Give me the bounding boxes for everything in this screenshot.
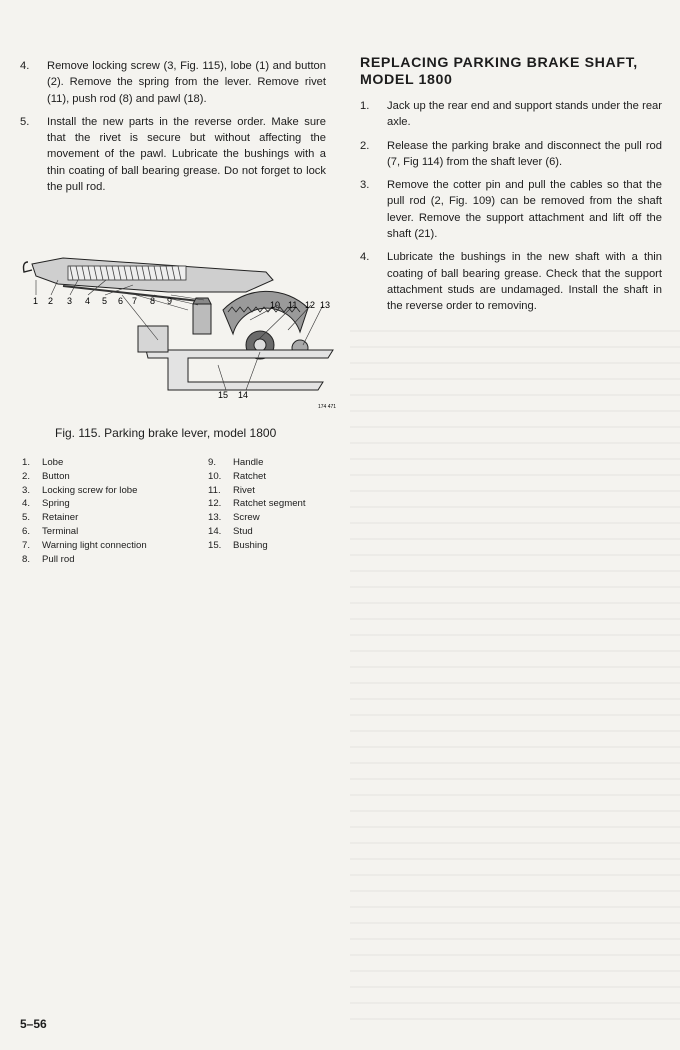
legend-item: 7. Warning light connection: [22, 539, 147, 551]
step-text: Release the parking brake and disconnect the pull rod (7, Fig 114) from the shaft lever (6).: [387, 139, 662, 168]
step-number: 4.: [360, 251, 370, 264]
legend-item: 11. Rivet: [208, 484, 255, 496]
page-number: 5–56: [20, 1017, 47, 1031]
legend-item: 2. Button: [22, 470, 70, 482]
callout-12: 12: [305, 300, 316, 310]
parking-brake-lever-figure: [18, 250, 348, 420]
step-number: 5.: [20, 115, 30, 128]
step-text: Remove locking screw (3, Fig. 115), lobe (1) and button (2). Remove the spring from the lever. Remove rivet (11), push rod (8) and pawl (18).: [47, 60, 326, 105]
step-right-2: [360, 138, 662, 171]
callout-11: 11: [288, 300, 298, 310]
step-left-5: [20, 114, 326, 195]
legend-item: 3. Locking screw for lobe: [22, 484, 138, 496]
legend-item: 8. Pull rod: [22, 553, 75, 565]
step-number: 1.: [360, 100, 370, 112]
callout-5: 5: [102, 296, 108, 306]
step-number: 2.: [360, 139, 370, 152]
base-bracket: [146, 350, 333, 390]
figure-caption: Fig. 115. Parking brake lever, model 1800: [55, 426, 277, 440]
legend-item: 5. Retainer: [22, 512, 79, 524]
callout-15: 15: [218, 390, 229, 400]
legend-item: 13. Screw: [208, 512, 260, 524]
callout-2: 2: [48, 296, 54, 306]
stud: [193, 304, 211, 334]
base-plate: [138, 326, 168, 352]
legend-right: [208, 456, 306, 553]
callout-10: 10: [270, 300, 281, 310]
callout-3: 3: [67, 296, 73, 306]
callout-14: 14: [238, 390, 249, 400]
legend-item: 15. Bushing: [208, 539, 268, 551]
legend-item: 9. Handle: [208, 457, 264, 468]
callout-7: 7: [132, 296, 138, 306]
brake-lever-drawing: [18, 250, 348, 420]
step-text: Jack up the rear end and support stands under the rear axle.: [387, 100, 662, 129]
step-right-1: [360, 98, 662, 131]
legend-item: 12. Ratchet segment: [208, 498, 306, 510]
callout-8: 8: [150, 296, 156, 306]
heading-line-1: REPLACING PARKING BRAKE SHAFT,: [360, 55, 638, 71]
step-number: 4.: [20, 60, 30, 72]
section-heading: [360, 55, 662, 89]
step-left-4: [20, 58, 326, 107]
legend-item: 6. Terminal: [22, 525, 79, 537]
legend-left: [22, 456, 147, 566]
legend-item: 14. Stud: [208, 525, 253, 537]
legend-item: 4. Spring: [22, 498, 70, 510]
left-column: [20, 58, 326, 202]
pivot-inner: [254, 339, 266, 351]
legend-item: 1. Lobe: [22, 457, 64, 468]
lever-tip: [24, 262, 33, 272]
step-text: Lubricate the bushings in the new shaft with a thin coating of ball bearing grease. Check that the support attachment studs are undamaged. Install the shaft in the reverse order to removing.: [387, 251, 662, 313]
figure-code: 174 471: [318, 404, 337, 410]
legend-item: 10. Ratchet: [208, 470, 267, 482]
step-right-4: [360, 249, 662, 314]
ratchet-segment: [223, 291, 308, 334]
heading-line-2: MODEL 1800: [360, 72, 453, 88]
callout-9: 9: [167, 296, 173, 306]
step-number: 3.: [360, 179, 370, 192]
right-column: [360, 55, 662, 322]
step-right-3: [360, 177, 662, 242]
callout-13: 13: [320, 300, 331, 310]
callout-1: 1: [33, 296, 39, 306]
step-text: Remove the cotter pin and pull the cables so that the pull rod (2, Fig. 109) can be removed from the shaft lever. Remove the support attachment and lift off the shaft (21).: [387, 179, 662, 241]
callout-4: 4: [85, 296, 91, 306]
callout-6: 6: [118, 296, 124, 306]
bleed-through-texture: [350, 330, 680, 1020]
step-text: Install the new parts in the reverse order. Make sure that the rivet is secure but without affecting the movement of the pawl. Lubricate the bushings with a thin coating of ball bearing grease. Do not forget to lock the pull rod.: [47, 115, 326, 194]
